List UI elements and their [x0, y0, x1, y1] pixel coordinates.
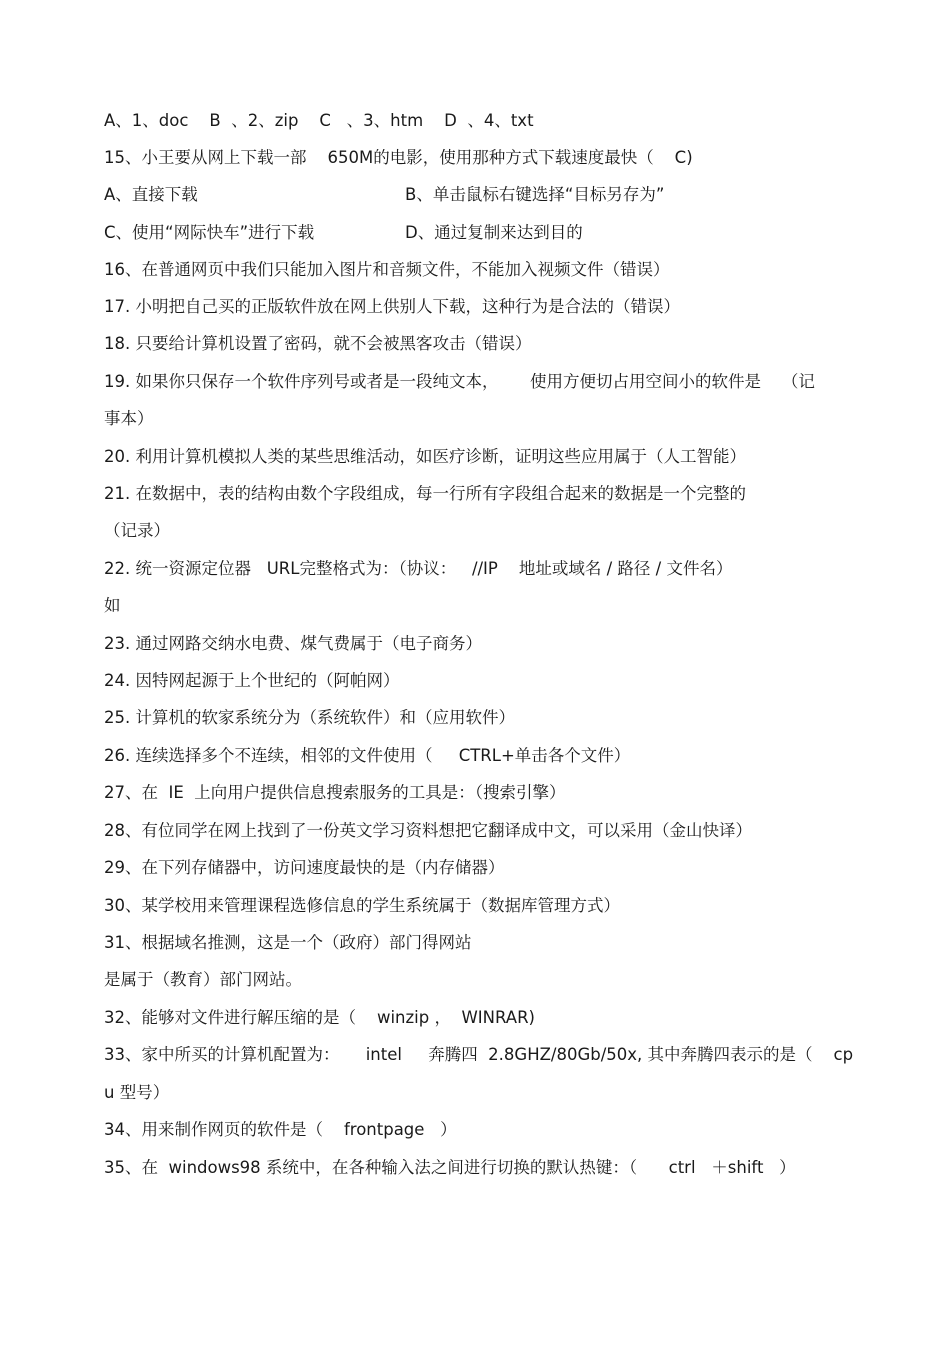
text-line-option-d: D、通过复制来达到目的 [405, 223, 583, 242]
text-line-option-b: B、单击鼠标右键选择“目标另存为” [405, 185, 665, 204]
text-line-question-21: 21. 在数据中，表的结构由数个字段组成，每一行所有字段组合起来的数据是一个完整的 [104, 484, 746, 503]
text-line-question-26: 26. 连续选择多个不连续，相邻的文件使用（ CTRL+单击各个文件） [104, 746, 631, 765]
text-line-question-22: 22. 统一资源定位器 URL完整格式为：（协议： //IP 地址或域名 / 路径 / 文件名） [104, 559, 733, 578]
text-line-question-35: 35、在 windows98 系统中，在各种输入法之间进行切换的默认热键：（ ctrl ＋shift ） [104, 1158, 796, 1177]
text-line-question-27: 27、在 IE 上向用户提供信息搜索服务的工具是：（搜索引擎） [104, 783, 566, 802]
text-line-question-34: 34、用来制作网页的软件是（ frontpage ） [104, 1120, 457, 1139]
text-line-question-22-cont: 如 [104, 596, 121, 615]
text-line-question-32: 32、能够对文件进行解压缩的是（ winzip ， WINRAR) [104, 1008, 535, 1027]
text-line-option-a: A、直接下载 [104, 185, 198, 204]
text-line-options-14: A、1、doc B 、2、zip C 、3、htm D 、4、txt [104, 111, 534, 130]
text-line-question-20: 20. 利用计算机模拟人类的某些思维活动，如医疗诊断，证明这些应用属于（人工智能） [104, 447, 746, 466]
text-line-question-19-cont: 事本） [104, 409, 154, 428]
text-line-question-28: 28、有位同学在网上找到了一份英文学习资料想把它翻译成中文，可以采用（金山快译） [104, 821, 752, 840]
text-line-question-19: 19. 如果你只保存一个软件序列号或者是一段纯文本， 使用方便切占用空间小的软件是 （记 [104, 372, 815, 391]
text-line-question-31: 31、根据域名推测，这是一个（政府）部门得网站 [104, 933, 472, 952]
text-line-question-30: 30、某学校用来管理课程选修信息的学生系统属于（数据库管理方式） [104, 896, 620, 915]
text-line-option-c: C、使用“网际快车”进行下载 [104, 223, 315, 242]
text-line-question-16: 16、在普通网页中我们只能加入图片和音频文件，不能加入视频文件（错误） [104, 260, 670, 279]
text-line-question-15: 15、小王要从网上下载一部 650M的电影，使用那种方式下载速度最快（ C) [104, 148, 693, 167]
text-line-question-25: 25. 计算机的软家系统分为（系统软件）和（应用软件） [104, 708, 515, 727]
text-line-question-24: 24. 因特网起源于上个世纪的（阿帕网） [104, 671, 400, 690]
text-line-question-31-cont: 是属于（教育）部门网站。 [104, 970, 302, 989]
text-line-question-33: 33、家中所买的计算机配置为： intel 奔腾四 2.8GHZ/80Gb/50x, 其中奔腾四表示的是（ cp [104, 1045, 854, 1064]
text-line-question-17: 17. 小明把自己买的正版软件放在网上供别人下载，这种行为是合法的（错误） [104, 297, 680, 316]
text-line-question-23: 23. 通过网路交纳水电费、煤气费属于（电子商务） [104, 634, 482, 653]
text-line-question-18: 18. 只要给计算机设置了密码，就不会被黑客攻击（错误） [104, 334, 532, 353]
text-line-question-21-cont: （记录） [104, 521, 170, 540]
text-line-question-33-cont: u 型号） [104, 1083, 170, 1102]
text-line-question-29: 29、在下列存储器中，访问速度最快的是（内存储器） [104, 858, 505, 877]
